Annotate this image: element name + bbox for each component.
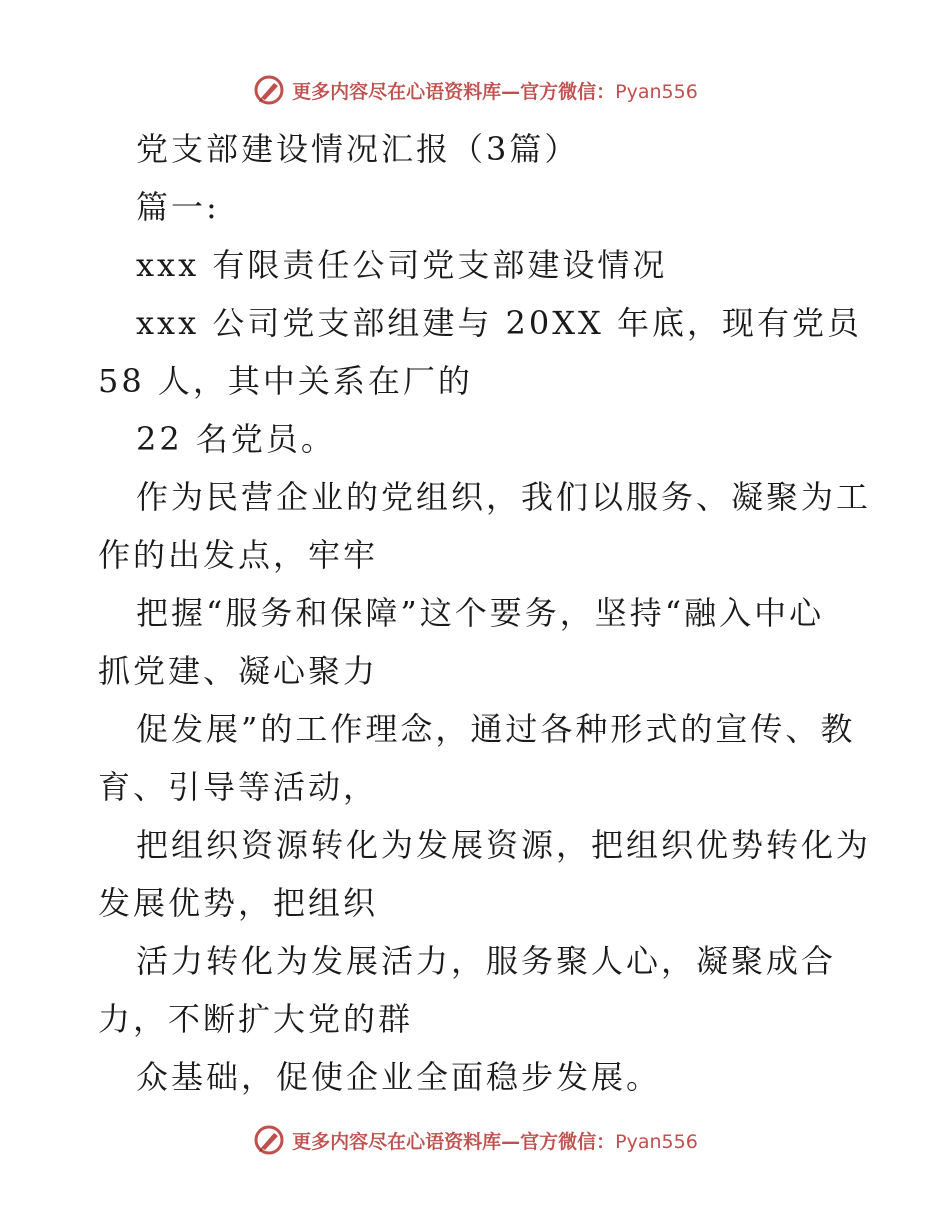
text-line: 抓党建、凝心聚力 <box>98 652 379 690</box>
pen-logo-icon <box>252 1123 286 1157</box>
document-body <box>98 120 872 1106</box>
watermark-text <box>292 1127 698 1154</box>
watermark-footer <box>0 1120 950 1160</box>
text-line: 活力转化为发展活力，服务聚人心，凝聚成合 <box>136 942 837 980</box>
text-line: 58 人，其中关系在厂的 <box>98 362 473 400</box>
watermark-text-cn: 更多内容尽在心语资料库—官方微信： <box>292 80 616 103</box>
text-line: 作的出发点，牢牢 <box>98 536 379 574</box>
text-line: 力，不断扩大党的群 <box>98 1000 414 1038</box>
text-line: 把组织资源转化为发展资源，把组织优势转化为 <box>136 826 872 864</box>
pen-logo-icon <box>252 73 286 107</box>
text-line: xxx 公司党支部组建与 20XX 年底，现有党员 <box>136 304 862 342</box>
text-line: 22 名党员。 <box>136 420 336 458</box>
document-title: 党支部建设情况汇报（3篇） <box>136 130 580 168</box>
watermark-text <box>292 77 698 104</box>
watermark-wechat-id: Pyan556 <box>615 80 698 103</box>
text-line: 发展优势，把组织 <box>98 884 379 922</box>
text-line: 育、引导等活动， <box>98 768 379 806</box>
text-line: 篇一: <box>136 188 220 226</box>
watermark-header <box>0 70 950 110</box>
text-line: 把握“服务和保障”这个要务，坚持“融入中心 <box>136 594 825 632</box>
watermark-wechat-id: Pyan556 <box>615 1130 698 1153</box>
text-line: 作为民营企业的党组织，我们以服务、凝聚为工 <box>136 478 872 516</box>
text-line: xxx 有限责任公司党支部建设情况 <box>136 246 668 284</box>
text-line: 促发展”的工作理念，通过各种形式的宣传、教 <box>136 710 856 748</box>
watermark-text-cn: 更多内容尽在心语资料库—官方微信： <box>292 1130 616 1153</box>
text-line: 众基础，促使企业全面稳步发展。 <box>136 1058 662 1096</box>
